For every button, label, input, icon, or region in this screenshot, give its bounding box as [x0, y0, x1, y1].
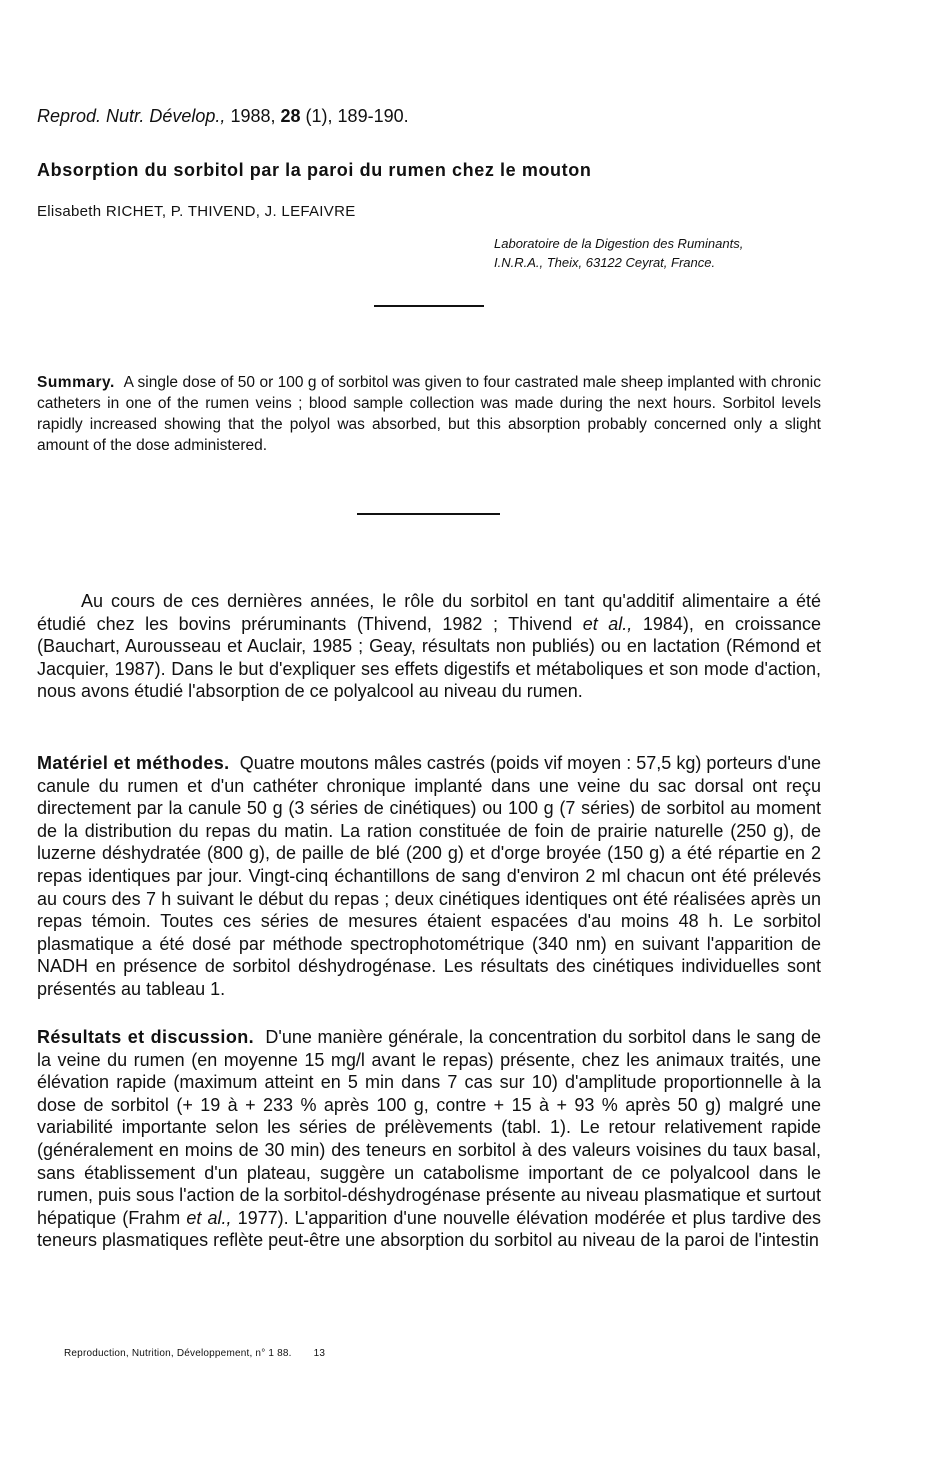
methods-paragraph	[37, 752, 821, 1001]
intro-et-al: et al.,	[582, 613, 633, 634]
journal-issue-pages: (1), 189-190.	[305, 106, 409, 126]
summary-paragraph	[37, 372, 821, 456]
results-text-2: 1977). L'apparition d'une nouvelle élévation modérée et plus tardive des teneurs plasmatiques reflète peut-être une absorption du sorbitol au niveau de la paroi de l'intestin	[37, 1207, 821, 1251]
intro-text-1: Au cours de ces dernières années, le rôle du sorbitol en tant qu'additif alimentaire a été étudié chez les bovins préruminants (Thivend, 1982 ; Thivend	[37, 591, 821, 634]
journal-name: Reprod. Nutr. Dévelop.,	[37, 106, 226, 126]
journal-citation	[37, 106, 409, 127]
intro-paragraph	[37, 590, 821, 703]
methods-heading: Matériel et méthodes.	[37, 753, 230, 773]
intro-text-2: 1984), en croissance (Bauchart, Aurousseau et Auclair, 1985 ; Geay, résultats non publiés) ou en lactation (Rémond et Jacquier, 1987). Dans le but d'expliquer ses effets digestifs et métaboliques et son mode d'action, nous avons étudié l'absorption de ce polyalcool au niveau du rumen.	[37, 613, 821, 702]
journal-year: 1988,	[230, 106, 276, 126]
results-et-al: et al.,	[186, 1207, 232, 1228]
author-affiliation	[494, 234, 854, 272]
affiliation-line-2: I.N.R.A., Theix, 63122 Ceyrat, France.	[494, 255, 716, 270]
page-number: 13	[313, 1348, 326, 1359]
page-footer	[64, 1348, 325, 1359]
separator-rule-bottom	[357, 513, 500, 515]
footer-text: Reproduction, Nutrition, Développement, n° 1 88.	[64, 1348, 292, 1359]
separator-rule-top	[374, 305, 484, 307]
methods-text: Quatre moutons mâles castrés (poids vif moyen : 57,5 kg) porteurs d'une canule du rumen et d'un cathéter chronique implanté dans une veine du sac dorsal ont reçu directement par la canule 50 g (3 séries de cinétiques) ou 100 g (7 séries) de sorbitol au moment de la distribution du repas du matin. La ration constituée de foin de prairie naturelle (250 g), de luzerne déshydratée (800 g), de paille de blé (200 g) et d'orge broyée (150 g) a été répartie en 2 repas identiques par jour. Vingt-cinq échantillons de sang d'environ 2 ml chacun ont été prélevés au cours des 7 h suivant le début du repas ; deux cinétiques identiques ont été réalisées après un repas témoin. Toutes ces séries de mesures étaient espacées d'au moins 48 h. Le sorbitol plasmatique a été dosé par méthode spectrophotométrique (340 nm) en suivant l'apparition de NADH en présence de sorbitol déshydrogénase. Les résultats des cinétiques individuelles sont présentés au tableau 1.	[37, 753, 821, 999]
journal-volume: 28	[280, 106, 301, 126]
results-paragraph	[37, 1026, 821, 1252]
summary-text: A single dose of 50 or 100 g of sorbitol was given to four castrated male sheep implanted with chronic catheters in one of the rumen veins ; blood sample collection was made during the next hours. Sorbitol levels rapidly increased showing that the polyol was absorbed, but this absorption probably concerned only a slight amount of the dose administered.	[37, 374, 821, 454]
article-title: Absorption du sorbitol par la paroi du rumen chez le mouton	[37, 160, 592, 180]
summary-label: Summary.	[37, 374, 115, 391]
results-text-1: D'une manière générale, la concentration du sorbitol dans le sang de la veine du rumen (en moyenne 15 mg/l avant le repas) présente, chez les animaux traités, une élévation rapide (maximum atteint en 5 min dans 7 cas sur 10) d'amplitude proportionnelle à la dose de sorbitol (+ 19 à + 233 % après 100 g, contre + 15 à + 93 % après 50 g) malgré une variabilité importante selon les séries de prélèvements (tabl. 1). Le retour relativement rapide (généralement en moins de 30 min) des teneurs en sorbitol à des valeurs voisines du taux basal, sans établissement d'un plateau, suggère un catabolisme important de ce polyalcool dans le rumen, puis sous l'action de la sorbitol-déshydrogénase présente au niveau plasmatique et surtout hépatique (Frahm	[37, 1027, 821, 1228]
article-authors: Elisabeth RICHET, P. THIVEND, J. LEFAIVRE	[37, 203, 356, 220]
results-heading: Résultats et discussion.	[37, 1027, 255, 1047]
affiliation-line-1: Laboratoire de la Digestion des Ruminants,	[494, 236, 744, 251]
